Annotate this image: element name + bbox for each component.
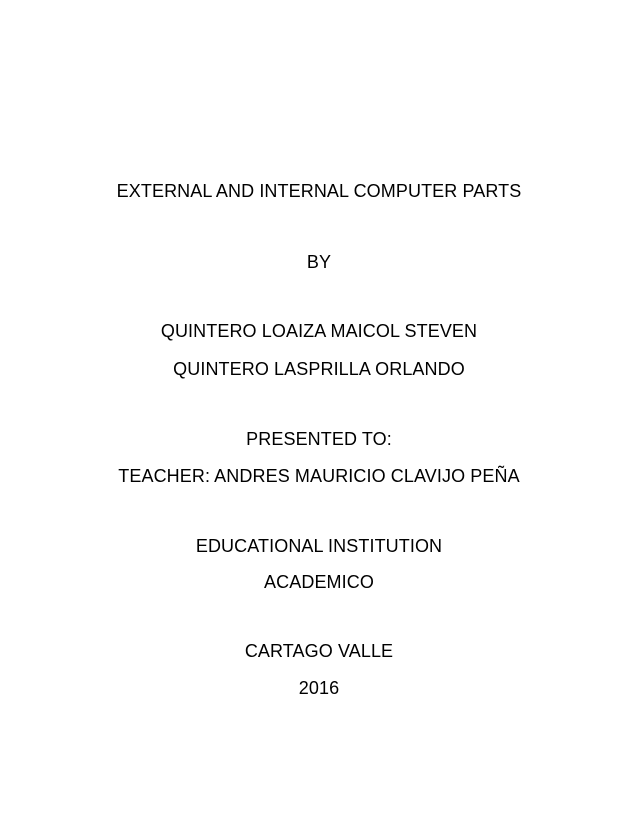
place: CARTAGO VALLE xyxy=(244,641,394,661)
by-label: BY xyxy=(306,252,332,272)
author-name: QUINTERO LASPRILLA ORLANDO xyxy=(173,359,465,379)
document-title: EXTERNAL AND INTERNAL COMPUTER PARTS xyxy=(116,181,522,201)
year: 2016 xyxy=(298,678,340,698)
institution-type: EDUCATIONAL INSTITUTION xyxy=(195,536,443,556)
institution-name: ACADEMICO xyxy=(264,572,374,592)
author-name: QUINTERO LOAIZA MAICOL STEVEN xyxy=(160,321,478,341)
presented-to-label: PRESENTED TO: xyxy=(246,429,392,449)
teacher-name: TEACHER: ANDRES MAURICIO CLAVIJO PEÑA xyxy=(118,466,520,486)
